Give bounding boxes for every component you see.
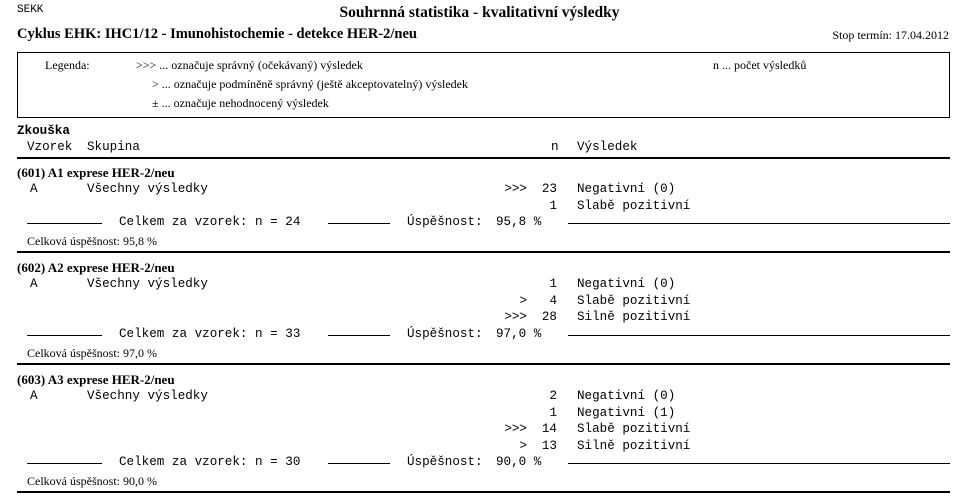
sample-total: Celkem za vzorek: n = 33 <box>119 326 301 341</box>
result-mark: >>> <box>504 182 527 196</box>
column-group: Skupina <box>87 140 140 154</box>
total-rule-mid <box>328 335 390 336</box>
cycle-title: Cyklus EHK: IHC1/12 - Imunohistochemie - detekce HER-2/neu <box>17 26 417 42</box>
total-rule-left <box>27 463 102 464</box>
total-rule-mid <box>328 223 390 224</box>
sample-divider <box>17 251 950 253</box>
success-label: Úspěšnost: <box>407 326 483 341</box>
legend-item-acceptable: > ... označuje podmíněně správný (ještě akceptovatelný) výsledek <box>152 77 468 91</box>
legend-n-note: n ... počet výsledků <box>713 58 807 72</box>
sample-code: A <box>30 389 38 403</box>
overall-success: Celková úspěšnost: 95,8 % <box>27 234 157 248</box>
total-rule-right <box>568 335 950 336</box>
result-count: 1 <box>549 277 557 291</box>
result-mark: > <box>519 293 527 308</box>
success-value: 97,0 % <box>496 326 542 341</box>
sample-title: (601) A1 exprese HER-2/neu <box>17 165 175 180</box>
column-n: n <box>551 140 559 154</box>
total-rule-mid <box>328 463 390 464</box>
result-count: 4 <box>549 293 557 308</box>
group-name: Všechny výsledky <box>87 389 208 403</box>
overall-success: Celková úspěšnost: 97,0 % <box>27 345 157 360</box>
success-value: 95,8 % <box>496 215 542 229</box>
sample-total: Celkem za vzorek: n = 30 <box>119 455 301 469</box>
sample-title: (603) A3 exprese HER-2/neu <box>17 372 175 387</box>
total-rule-left <box>27 335 102 336</box>
column-result: Výsledek <box>577 140 638 154</box>
sample-divider <box>17 363 950 365</box>
section-heading: Zkouška <box>17 124 70 138</box>
sample-total: Celkem za vzorek: n = 24 <box>119 215 301 229</box>
result-mark: >>> <box>504 422 527 436</box>
result-label: Silně pozitivní <box>577 310 691 324</box>
header-divider <box>17 157 950 159</box>
stop-term: Stop termín: 17.04.2012 <box>832 28 949 42</box>
sample-code: A <box>30 182 38 196</box>
result-count: 1 <box>549 198 557 213</box>
legend-item-correct: >>> ... označuje správný (očekávaný) výsledek <box>136 58 363 72</box>
legend-label: Legenda: <box>45 58 90 72</box>
organization-label: SEKK <box>17 4 44 16</box>
legend-box <box>17 52 950 118</box>
result-label: Slabě pozitivní <box>577 422 691 436</box>
total-rule-right <box>568 223 950 224</box>
result-label: Negativní (0) <box>577 389 676 403</box>
success-label: Úspěšnost: <box>407 215 483 229</box>
sample-title: (602) A2 exprese HER-2/neu <box>17 260 175 275</box>
result-label: Slabě pozitivní <box>577 293 691 308</box>
result-count: 13 <box>541 438 557 453</box>
overall-success: Celková úspěšnost: 90,0 % <box>27 474 157 488</box>
result-label: Negativní (1) <box>577 405 676 420</box>
result-label: Negativní (0) <box>577 182 676 196</box>
result-count: 28 <box>541 310 557 324</box>
success-label: Úspěšnost: <box>407 455 483 469</box>
group-name: Všechny výsledky <box>87 277 208 291</box>
group-name: Všechny výsledky <box>87 182 208 196</box>
column-sample: Vzorek <box>27 140 73 154</box>
result-label: Silně pozitivní <box>577 438 691 453</box>
result-mark: > <box>519 438 527 453</box>
result-count: 14 <box>541 422 557 436</box>
result-label: Slabě pozitivní <box>577 198 691 213</box>
result-label: Negativní (0) <box>577 277 676 291</box>
total-rule-left <box>27 223 102 224</box>
sample-code: A <box>30 277 38 291</box>
result-count: 1 <box>549 405 557 420</box>
sample-divider <box>17 491 950 493</box>
report-title: Souhrnná statistika - kvalitativní výsledky <box>339 4 620 21</box>
result-count: 23 <box>541 182 557 196</box>
result-count: 2 <box>549 389 557 403</box>
result-mark: >>> <box>504 310 527 324</box>
success-value: 90,0 % <box>496 455 542 469</box>
legend-item-unrated: ± ... označuje nehodnocený výsledek <box>152 96 329 110</box>
total-rule-right <box>568 463 950 464</box>
